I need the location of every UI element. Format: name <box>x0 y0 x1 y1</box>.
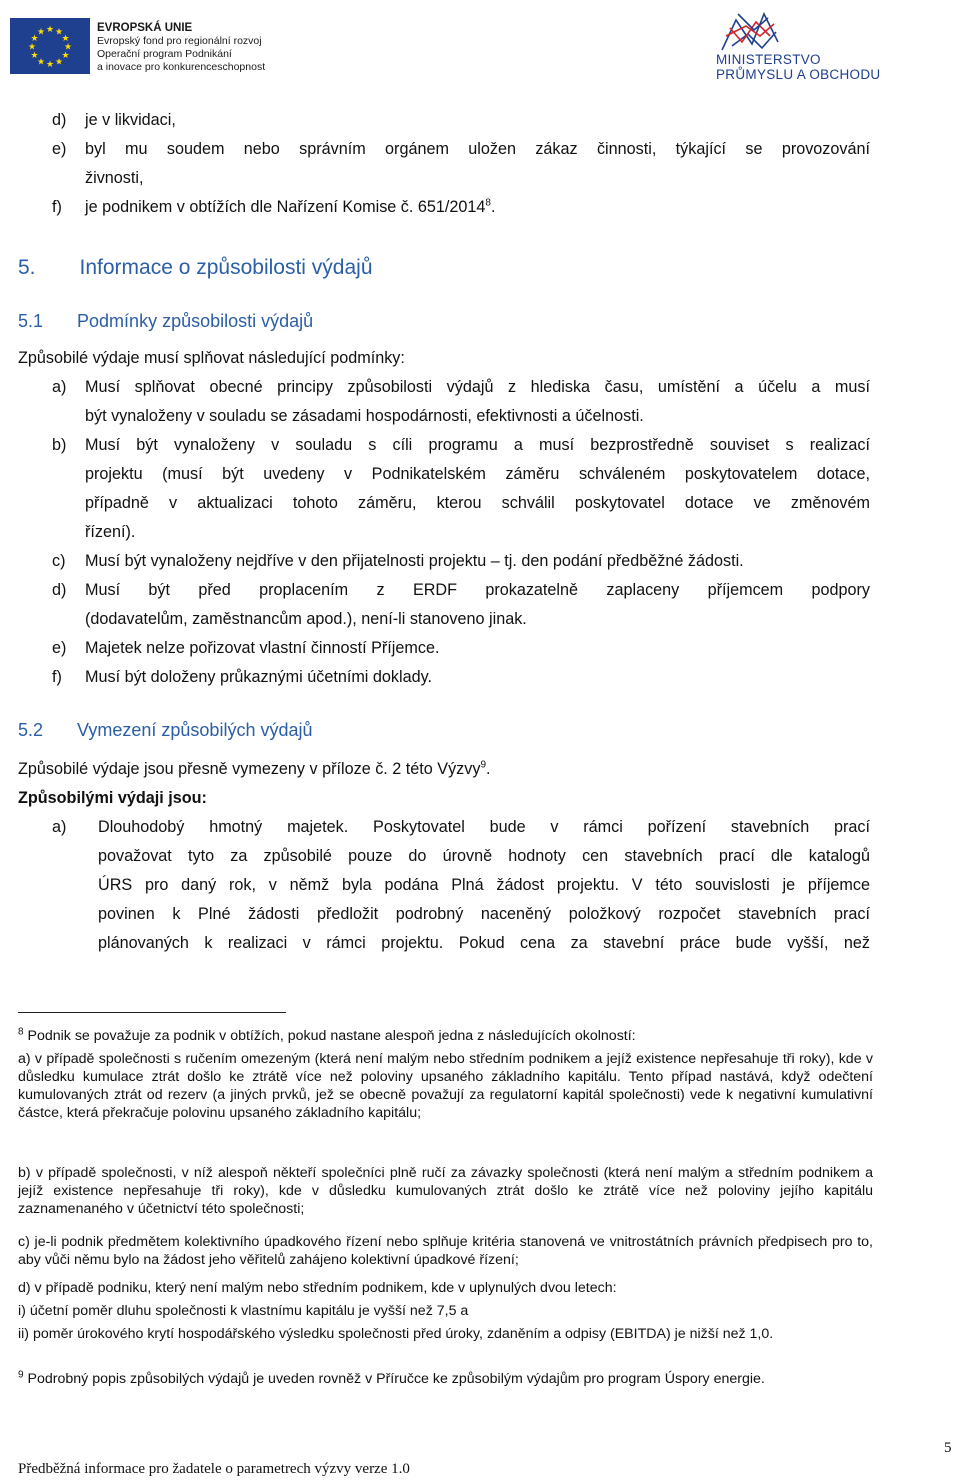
list-text: považovat tyto za způsobilé pouze do úrovně hodnoty cen stavebních prací dle katalogů <box>98 847 870 865</box>
section-heading <box>18 256 373 280</box>
list-text: (dodavatelům, zaměstnancům apod.), není-li stanoveno jinak. <box>85 610 527 628</box>
list-text <box>85 197 495 217</box>
paragraph-main: Způsobilé výdaje jsou přesně vymezeny v příloze č. 2 této Výzvy <box>18 760 481 778</box>
svg-text:★: ★ <box>36 27 46 38</box>
list-text: Musí splňovat obecné principy způsobilosti výdajů z hlediska času, umístění a účelu a musí <box>85 378 870 396</box>
list-label: e) <box>52 639 67 657</box>
list-text: je v likvidaci, <box>85 111 176 129</box>
list-text: Musí být vynaloženy v souladu s cíli programu a musí bezprostředně souviset s realizací <box>85 436 870 454</box>
list-text: Dlouhodobý hmotný majetek. Poskytovatel bude v rámci pořízení stavebních prací <box>98 818 870 836</box>
list-text: byl mu soudem nebo správním orgánem uložen zákaz činnosti, týkající se provozování <box>85 140 870 158</box>
eu-line: Operační program Podnikání <box>97 48 232 60</box>
section-title: Informace o způsobilosti výdajů <box>79 256 373 279</box>
footnote <box>18 1027 873 1045</box>
list-label: f) <box>52 668 62 686</box>
list-text: živnosti, <box>85 169 144 187</box>
list-label: c) <box>52 552 66 570</box>
footnote: b) v případě společnosti, v níž alespoň někteří společníci plně ručí za závazky společnosti (která není malým a středním podnikem a jejíž existence nepřesahuje tři roky), kde v důsledku kumulovaných ztrát došlo ke ztrátě více než poloviny jejího kapitálu zaznamenaného v účetnictví této společnosti; <box>18 1165 873 1217</box>
list-text: Musí být vynaloženy nejdříve v den přijatelnosti projektu – tj. den podání předběžné žádosti. <box>85 552 744 570</box>
list-text: ÚRS pro daný rok, v němž byla podána Plná žádost projektu. V této souvislosti je příjemce <box>98 876 870 894</box>
footnote-number: 9 <box>18 1369 24 1381</box>
list-text-tail: . <box>490 198 496 216</box>
list-label: b) <box>52 436 67 454</box>
subsection-number: 5.1 <box>18 311 44 331</box>
subsection-heading <box>18 311 313 332</box>
footnote-ref: 9 <box>480 759 487 771</box>
list-label: d) <box>52 581 67 599</box>
list-text: být vynaloženy v souladu se zásadami hospodárnosti, efektivnosti a účelnosti. <box>85 407 644 425</box>
footnote-text: Podrobný popis způsobilých výdajů je uveden rovněž v Příručce ke způsobilým výdajům pro program Úspory energie. <box>27 1371 765 1387</box>
list-label: e) <box>52 140 67 158</box>
list-text: řízení). <box>85 523 136 541</box>
eu-line: a inovace pro konkurenceschopnost <box>97 61 266 73</box>
footnote-ref: 8 <box>485 197 491 209</box>
footnote-separator <box>18 1012 286 1013</box>
subsection-title: Podmínky způsobilosti výdajů <box>77 311 314 331</box>
mpo-line: PRŮMYSLU A OBCHODU <box>716 67 881 82</box>
list-text: Musí být doloženy průkaznými účetními doklady. <box>85 668 432 686</box>
list-text: projektu (musí být uvedeny v Podnikatelském záměru schváleném poskytovatelem dotace, <box>85 465 870 483</box>
svg-text:★: ★ <box>45 60 55 70</box>
list-label: a) <box>52 818 67 836</box>
mpo-logo-icon <box>712 6 792 58</box>
svg-text:★: ★ <box>54 57 64 68</box>
list-text-main: je podnikem v obtížích dle Nařízení Komise č. 651/2014 <box>85 198 486 216</box>
list-text: případně v aktualizaci tohoto záměru, kterou schválil poskytovatel dotace ve změnovém <box>85 494 870 512</box>
eu-flag-icon <box>10 18 90 74</box>
svg-text:★: ★ <box>63 42 73 53</box>
bold-heading-line: Způsobilými výdaji jsou: <box>18 789 207 807</box>
subsection-heading <box>18 720 312 741</box>
subsection-number: 5.2 <box>18 720 44 740</box>
paragraph: Způsobilé výdaje musí splňovat následující podmínky: <box>18 349 405 367</box>
eu-line: EVROPSKÁ UNIE <box>97 22 193 34</box>
mpo-line: MINISTERSTVO <box>716 52 821 67</box>
svg-text:★: ★ <box>27 42 37 53</box>
page-number: 5 <box>944 1440 952 1456</box>
footnote: d) v případě podniku, který není malým nebo středním podnikem, kde v uplynulých dvou letech: <box>18 1280 617 1296</box>
paragraph <box>18 759 491 779</box>
svg-text:★: ★ <box>45 25 55 35</box>
svg-text:★: ★ <box>61 51 70 61</box>
list-label: d) <box>52 111 67 129</box>
list-text: povinen k Plné žádosti předložit podrobný naceněný položkový rozpočet stavebních prací <box>98 905 870 923</box>
svg-text:★: ★ <box>61 34 70 44</box>
footnote-number: 8 <box>18 1026 24 1038</box>
mpo-text <box>716 52 896 82</box>
footnote <box>18 1370 873 1388</box>
list-text: Musí být před proplacením z ERDF prokazatelně zaplaceny příjemcem podpory <box>85 581 870 599</box>
svg-text:★: ★ <box>30 34 39 44</box>
svg-text:★: ★ <box>30 51 39 61</box>
section-number: 5. <box>18 256 36 279</box>
footnote-text: Podnik se považuje za podnik v obtížích, pokud nastane alespoň jedna z následujících okolností: <box>27 1028 636 1044</box>
list-text: Majetek nelze pořizovat vlastní činností Příjemce. <box>85 639 440 657</box>
list-label: a) <box>52 378 67 396</box>
paragraph-tail: . <box>486 760 491 778</box>
footnote: c) je-li podnik předmětem kolektivního úpadkového řízení nebo splňuje kritéria stanovená ve vnitrostátních právních předpisech pro to, aby vůči němu bylo na žádost jeho věřitelů zahájeno kolektivní úpadkové řízení; <box>18 1234 873 1268</box>
eu-line: Evropský fond pro regionální rozvoj <box>97 35 262 47</box>
svg-text:★: ★ <box>54 27 64 38</box>
footnote: a) v případě společnosti s ručením omezeným (která není malým nebo středním podnikem a jejíž existence nepřesahuje tři roky), kde v důsledku kumulace ztrát došlo ke ztrátě více než poloviny upsaného základního kapitálu. Tento případ nastává, když odečtení kumulovaných ztrát od rezerv (a jiných prvků, jež se obecně považují za regulatorní kapitál společnosti) vede k negativní kumulativní částce, která překračuje polovinu upsaného základního kapitálu; <box>18 1051 873 1121</box>
list-label: f) <box>52 198 62 216</box>
eu-programme-text <box>97 22 297 74</box>
list-text: plánovaných k realizaci v rámci projektu. Pokud cena za stavební práce bude vyšší, než <box>98 934 870 952</box>
page-footer: Předběžná informace pro žadatele o parametrech výzvy verze 1.0 <box>18 1461 410 1477</box>
subsection-title: Vymezení způsobilých výdajů <box>77 720 313 740</box>
footnote: ii) poměr úrokového krytí hospodářského výsledku společnosti před úroky, zdaněním a odpisy (EBITDA) je nižší než 1,0. <box>18 1326 774 1342</box>
svg-text:★: ★ <box>36 57 46 68</box>
footnote: i) účetní poměr dluhu společnosti k vlastnímu kapitálu je vyšší než 7,5 a <box>18 1303 469 1319</box>
